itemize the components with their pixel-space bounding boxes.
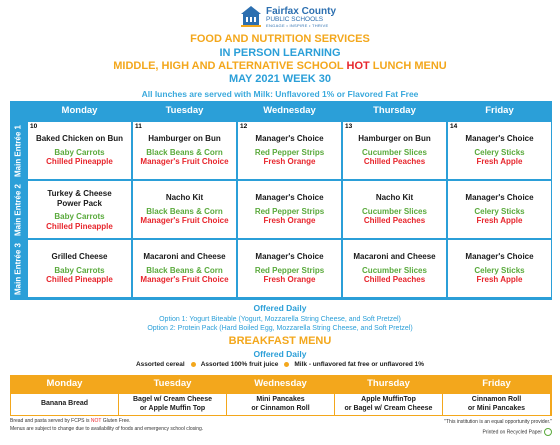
breakfast-assorted xyxy=(0,361,560,368)
entree-row-label-text: Main Entrée 2 xyxy=(13,183,23,236)
footer-change-note: Menus are subject to change due to availability of foods and emergency school closing. xyxy=(10,426,204,432)
breakfast-item: or Apple Muffin Top xyxy=(139,404,206,412)
footer-equal-opportunity: "This institution is an equal opportunity provider." xyxy=(444,419,552,425)
entree-row-label xyxy=(10,122,26,179)
breakfast-cell xyxy=(119,394,226,415)
menu-cell xyxy=(343,240,446,297)
vegetable-side: Red Pepper Strips xyxy=(254,147,325,157)
vegetable-side: Baby Carrots xyxy=(54,265,105,275)
lunch-day-header: Thursday xyxy=(373,105,416,116)
offered-daily-title: Offered Daily xyxy=(253,303,307,313)
date-number: 10 xyxy=(30,123,38,130)
fruit-side: Fresh Apple xyxy=(476,275,523,284)
entree-row-label-text: Main Entrée 3 xyxy=(13,242,23,295)
vegetable-side: Cucumber Slices xyxy=(362,265,427,275)
bullet-icon xyxy=(191,362,196,367)
assorted-item: Assorted 100% fruit juice xyxy=(200,361,279,368)
menu-cell xyxy=(343,122,446,179)
footer-gluten-not: NOT xyxy=(90,418,102,424)
vegetable-side: Black Beans & Corn xyxy=(146,147,223,157)
entree-name: Manager's Choice xyxy=(255,252,324,261)
entree-name: Manager's Choice xyxy=(465,252,534,261)
breakfast-item: or Cinnamon Roll xyxy=(251,404,310,412)
breakfast-cell xyxy=(335,394,442,415)
breakfast-item: or Bagel w/ Cream Cheese xyxy=(344,404,433,412)
fruit-side: Chilled Pineapple xyxy=(46,157,113,166)
vegetable-side: Red Pepper Strips xyxy=(254,206,325,216)
fruit-side: Fresh Orange xyxy=(263,275,316,284)
fruit-side: Fresh Apple xyxy=(476,157,523,166)
menu-cell xyxy=(448,122,551,179)
footer-gluten-pre: Bread and pasta served by FCPS is xyxy=(10,418,91,424)
breakfast-item: or Mini Pancakes xyxy=(467,404,526,412)
fruit-side: Chilled Peaches xyxy=(363,216,426,225)
entree-name: Hamburger on Bun xyxy=(358,134,431,143)
entree-name: Grilled Cheese xyxy=(51,252,108,261)
menu-cell xyxy=(28,181,131,238)
date-number: 13 xyxy=(345,123,353,130)
lunch-day-header: Tuesday xyxy=(165,105,204,116)
menu-cell xyxy=(238,240,341,297)
breakfast-day-header: Thursday xyxy=(367,378,410,389)
menu-cell xyxy=(133,181,236,238)
menu-cell xyxy=(133,122,236,179)
fruit-side: Chilled Pineapple xyxy=(46,275,113,284)
vegetable-side: Celery Sticks xyxy=(474,206,525,216)
fruit-side: Manager's Fruit Choice xyxy=(140,216,229,225)
entree-name: Manager's Choice xyxy=(255,134,324,143)
vegetable-side: Cucumber Slices xyxy=(362,206,427,216)
entree-row-label xyxy=(10,240,26,297)
fcps-logo xyxy=(238,4,337,30)
breakfast-cell xyxy=(227,394,334,415)
fruit-side: Chilled Peaches xyxy=(363,157,426,166)
breakfast-cell xyxy=(443,394,550,415)
menu-cell xyxy=(238,181,341,238)
menu-title xyxy=(0,60,560,72)
menu-title-hot: HOT xyxy=(346,60,370,72)
fruit-side: Fresh Orange xyxy=(263,216,316,225)
footer-recycled-text: Printed on Recycled Paper xyxy=(482,429,542,436)
breakfast-title: BREAKFAST MENU xyxy=(228,335,332,347)
fruit-side: Manager's Fruit Choice xyxy=(140,275,229,284)
offered-option-1: Option 1: Yogurt Biteable (Yogurt, Mozzarella String Cheese, and Soft Pretzel) xyxy=(159,316,401,323)
entree-name: Manager's Choice xyxy=(465,134,534,143)
milk-note: All lunches are served with Milk: Unflavored 1% or Flavored Fat Free xyxy=(141,89,419,99)
school-building-icon xyxy=(238,4,264,30)
entree-name: Nacho Kit xyxy=(165,193,204,202)
menu-cell xyxy=(238,122,341,179)
page-subtitle: IN PERSON LEARNING xyxy=(219,47,341,59)
lunch-day-header: Friday xyxy=(485,105,514,116)
vegetable-side: Cucumber Slices xyxy=(362,147,427,157)
logo-line2: PUBLIC SCHOOLS xyxy=(266,16,324,23)
vegetable-side: Baby Carrots xyxy=(54,147,105,157)
logo-tagline: ENGAGE • INSPIRE • THRIVE xyxy=(266,23,329,28)
entree-name: Hamburger on Bun xyxy=(148,134,221,143)
recycle-icon xyxy=(544,428,552,436)
breakfast-offered-daily: Offered Daily xyxy=(253,349,307,359)
entree-row-label-text: Main Entrée 1 xyxy=(13,124,23,177)
menu-cell xyxy=(133,240,236,297)
entree-name: Manager's Choice xyxy=(255,193,324,202)
fruit-side: Manager's Fruit Choice xyxy=(140,157,229,166)
date-number: 11 xyxy=(135,123,142,130)
entree-name: Power Pack xyxy=(57,198,102,208)
fruit-side: Chilled Peaches xyxy=(363,275,426,284)
breakfast-item: Bagel w/ Cream Cheese xyxy=(133,396,212,403)
breakfast-day-header: Wednesday xyxy=(254,378,307,389)
entree-name: Manager's Choice xyxy=(465,193,534,202)
entree-name: Baked Chicken on Bun xyxy=(35,134,124,143)
breakfast-item: Mini Pancakes xyxy=(256,396,305,403)
bullet-icon xyxy=(284,362,289,367)
breakfast-day-header: Monday xyxy=(46,378,83,389)
entree-name: Turkey & Cheese xyxy=(47,189,112,198)
menu-cell xyxy=(28,122,131,179)
date-number: 12 xyxy=(240,123,248,130)
fruit-side: Fresh Orange xyxy=(263,157,316,166)
fruit-side: Chilled Pineapple xyxy=(46,221,113,231)
logo-line1: Fairfax County xyxy=(266,6,337,17)
breakfast-item: Cinnamon Roll xyxy=(471,396,522,403)
lunch-day-header: Wednesday xyxy=(263,105,316,116)
assorted-item: Milk - unflavored fat free or unflavored 1% xyxy=(294,361,425,368)
vegetable-side: Baby Carrots xyxy=(54,212,105,221)
breakfast-day-header: Friday xyxy=(482,378,511,389)
assorted-item: Assorted cereal xyxy=(135,361,185,368)
breakfast-item: Banana Bread xyxy=(40,400,89,407)
footer-gluten-note xyxy=(10,418,131,424)
date-number: 14 xyxy=(450,123,458,130)
vegetable-side: Celery Sticks xyxy=(474,265,525,275)
vegetable-side: Red Pepper Strips xyxy=(254,265,325,275)
breakfast-item: Apple MuffinTop xyxy=(361,396,416,403)
vegetable-side: Black Beans & Corn xyxy=(146,206,223,216)
footer-recycled xyxy=(483,428,552,436)
lunch-day-header: Monday xyxy=(61,105,98,116)
entree-name: Nacho Kit xyxy=(375,193,414,202)
vegetable-side: Black Beans & Corn xyxy=(146,265,223,275)
menu-cell xyxy=(343,181,446,238)
entree-row-label xyxy=(10,181,26,238)
entree-name: Macaroni and Cheese xyxy=(353,252,436,261)
footer-gluten-post: Gluten Free. xyxy=(101,418,131,424)
menu-title-post: LUNCH MENU xyxy=(369,60,447,72)
offered-option-2: Option 2: Protein Pack (Hard Boiled Egg, Mozzarella String Cheese, and Soft Pretzel) xyxy=(147,325,413,332)
entree-name: Macaroni and Cheese xyxy=(143,252,226,261)
menu-cell xyxy=(448,181,551,238)
menu-cell xyxy=(28,240,131,297)
breakfast-day-header: Tuesday xyxy=(153,378,192,389)
page-title: FOOD AND NUTRITION SERVICES xyxy=(190,33,370,45)
menu-week: MAY 2021 WEEK 30 xyxy=(228,73,332,85)
vegetable-side: Celery Sticks xyxy=(474,147,525,157)
menu-title-pre: MIDDLE, HIGH AND ALTERNATIVE SCHOOL xyxy=(113,60,347,72)
fruit-side: Fresh Apple xyxy=(476,216,523,225)
menu-cell xyxy=(448,240,551,297)
breakfast-cell xyxy=(11,394,118,415)
